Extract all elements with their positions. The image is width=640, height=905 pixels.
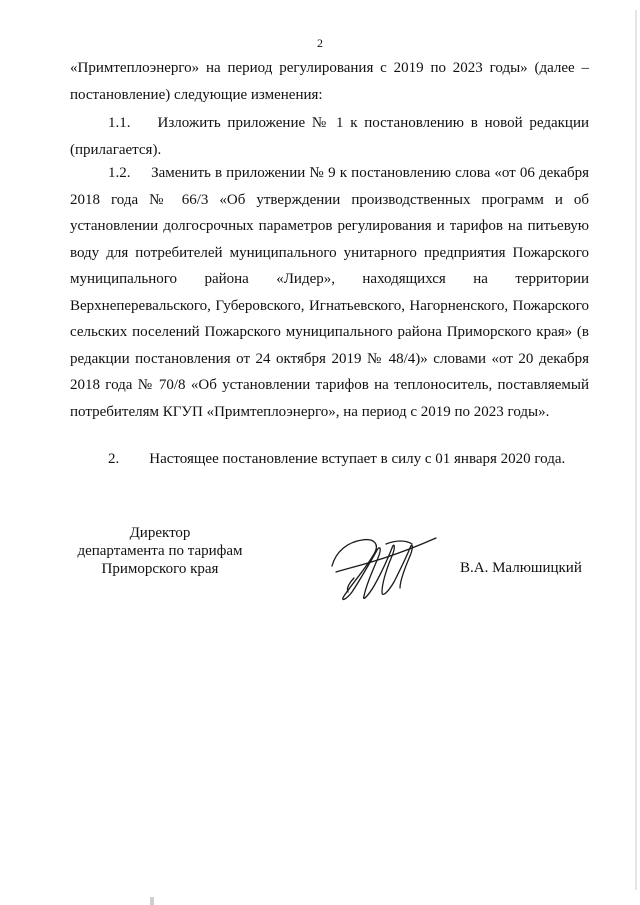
item-2-text: Настоящее постановление вступает в силу с 01 января 2020 года. (149, 451, 566, 467)
handwritten-signature (326, 526, 438, 606)
item-1-1 (70, 110, 589, 163)
intro-paragraph (70, 55, 589, 108)
item-2-number: 2. (108, 451, 120, 467)
scan-edge-shadow (635, 10, 637, 890)
page-number: 2 (317, 36, 323, 50)
item-2 (70, 446, 589, 473)
intro-line-2: постановление) следующие изменения: (70, 86, 323, 103)
scan-artifact (150, 897, 154, 905)
item-1-1-number: 1.1. (108, 115, 131, 131)
item-1-2-paragraph (70, 160, 589, 425)
signatory-title-line-2: департамента по тарифам (77, 543, 243, 559)
item-2-paragraph (70, 446, 589, 473)
signatory-title (60, 524, 260, 578)
item-1-1-paragraph (70, 110, 589, 163)
item-1-2 (70, 160, 589, 425)
intro-line-1: «Примтеплоэнерго» на период регулирования с 2019 по 2023 годы» (далее – (70, 60, 589, 76)
item-1-2-number: 1.2. (108, 165, 131, 181)
item-1-2-text: Заменить в приложении № 9 к постановлению слова «от 06 декабря 2018 года № 66/3 «Об утверждении производственных программ и об установлении долгосрочных параметров регулирования и тарифов на питьевую воду для потребителей муниципального унитарного предприятия Пожарского муниципального района «Лидер», находящихся на территории Верхнеперевальского, Губеровского, Игнатьевского, Нагорненского, Пожарского сельских поселений Пожарского муниципального района Приморского края» (в редакции постановления от 24 октября 2019 № 48/4)» словами «от 20 декабря 2018 года № 70/8 «Об установлении тарифов на теплоноситель, поставляемый потребителям КГУП «Примтеплоэнерго», на период с 2019 по 2023 годы». (70, 165, 590, 420)
signatory-name: В.А. Малюшицкий (460, 560, 582, 576)
signatory-title-line-3: Приморского края (101, 561, 219, 577)
item-1-1-text: Изложить приложение № 1 к постановлению в новой редакции (прилагается). (70, 115, 590, 158)
signatory-title-line-1: Директор (129, 525, 191, 541)
